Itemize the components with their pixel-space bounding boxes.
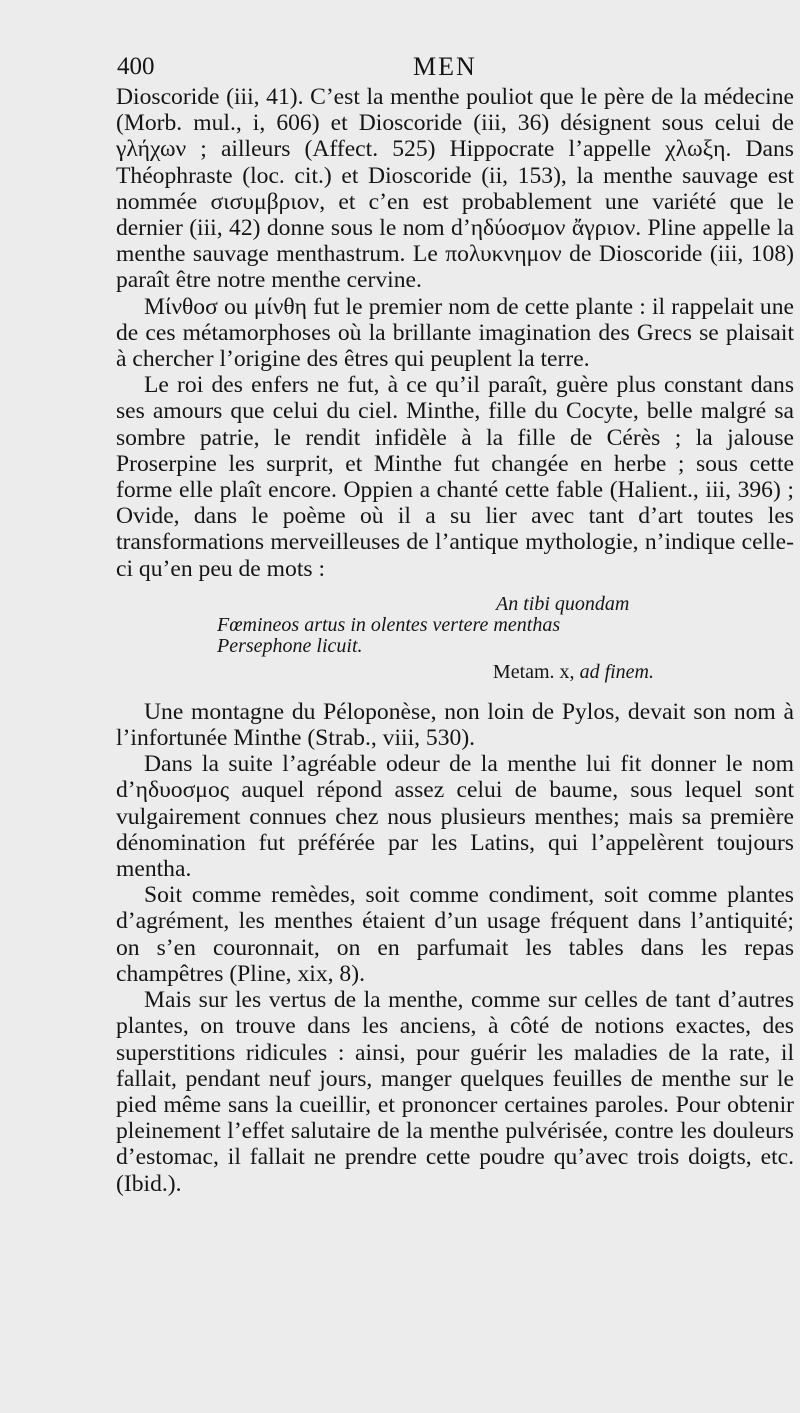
quote-line: Fœmineos artus in olentes vertere menthas (217, 613, 561, 636)
main-text (116, 84, 794, 1197)
quote-source (116, 662, 794, 683)
quote-line: An tibi quondam (496, 592, 630, 615)
page-header (117, 50, 797, 84)
paragraph-virtues: Mais sur les vertus de la menthe, comme sur celles de tant d’autres plantes, on trouve dans les anciens, à côté de notions exactes, des superstitions ridicules : ainsi, pour guérir les maladies de la rate, il fallait, pendant neuf jours, manger quelques feuilles de menthe sur le pied même sans la cueillir, et prononcer certaines paroles. Pour obtenir pleinement l’effet salutaire de la menthe pulvérisée, contre les douleurs d’estomac, il fallait ne prendre cette poudre qu’avec trois doigts, etc. (Ibid.). (116, 987, 794, 1197)
page-number: 400 (117, 53, 155, 80)
paragraph-uses: Soit comme remèdes, soit comme condiment, soit comme plantes d’agrément, les menthes étaient d’un usage fréquent dans l’antiquité; on s’en couronnait, on en parfumait les tables dans les repas champêtres (Pline, xix, 8). (116, 882, 794, 987)
paragraph-minthe-myth: Le roi des enfers ne fut, à ce qu’il paraît, guère plus constant dans ses amours que celui du ciel. Minthe, fille du Cocyte, belle malgré sa sombre patrie, le rendit infidèle à la fille de Cérès ; la jalouse Proserpine les surprit, et Minthe fut changée en herbe ; sous cette forme elle plaît encore. Oppien a chanté cette fable (Halient., iii, 396) ; Ovide, dans le poème où il a su lier avec tant d’art toutes les transformations merveilleuses de l’antique mythologie, n’indique celle-ci qu’en peu de mots : (116, 372, 794, 582)
latin-quotation (116, 594, 794, 683)
paragraph-mountain: Une montagne du Péloponèse, non loin de Pylos, devait son nom à l’infortunée Minthe (Strab., viii, 530). (116, 698, 794, 752)
quote-source-suffix: ad finem. (579, 660, 654, 683)
paragraph-continuation: Dioscoride (iii, 41). C’est la menthe pouliot que le père de la médecine (Morb. mul., i, 606) et Dioscoride (iii, 36) désignent sous celui de γλήχων ; ailleurs (Affect. 525) Hippocrate l’appelle χλωξη. Dans Théophraste (loc. cit.) et Dioscoride (ii, 153), la menthe sauvage est nommée σισυμβριον, et c’en est probablement une variété que le dernier (iii, 42) donne sous le nom d’ηδύοσμον ἄγριον. Pline appelle la menthe sauvage menthastrum. Le πολυκνημον de Dioscoride (iii, 108) paraît être notre menthe cervine. (116, 84, 794, 294)
quote-line: Persephone licuit. (217, 634, 363, 657)
paragraph-name-change: Dans la suite l’agréable odeur de la menthe lui fit donner le nom d’ηδυοσμος auquel répond assez celui de baume, sous lequel sont vulgairement connues chez nous plusieurs menthes; mais sa première dénomination fut préférée par les Latins, qui l’appelèrent toujours mentha. (116, 751, 794, 883)
quote-source-prefix: Metam. x, (492, 660, 580, 683)
paragraph-name-origin: Μίνθοσ ou μίνθη fut le premier nom de cette plante : il rappelait une de ces métamorphoses où la brillante imagination des Grecs se plaisait à chercher l’origine des êtres qui peuplent la terre. (116, 293, 794, 373)
running-head: MEN (413, 52, 477, 81)
